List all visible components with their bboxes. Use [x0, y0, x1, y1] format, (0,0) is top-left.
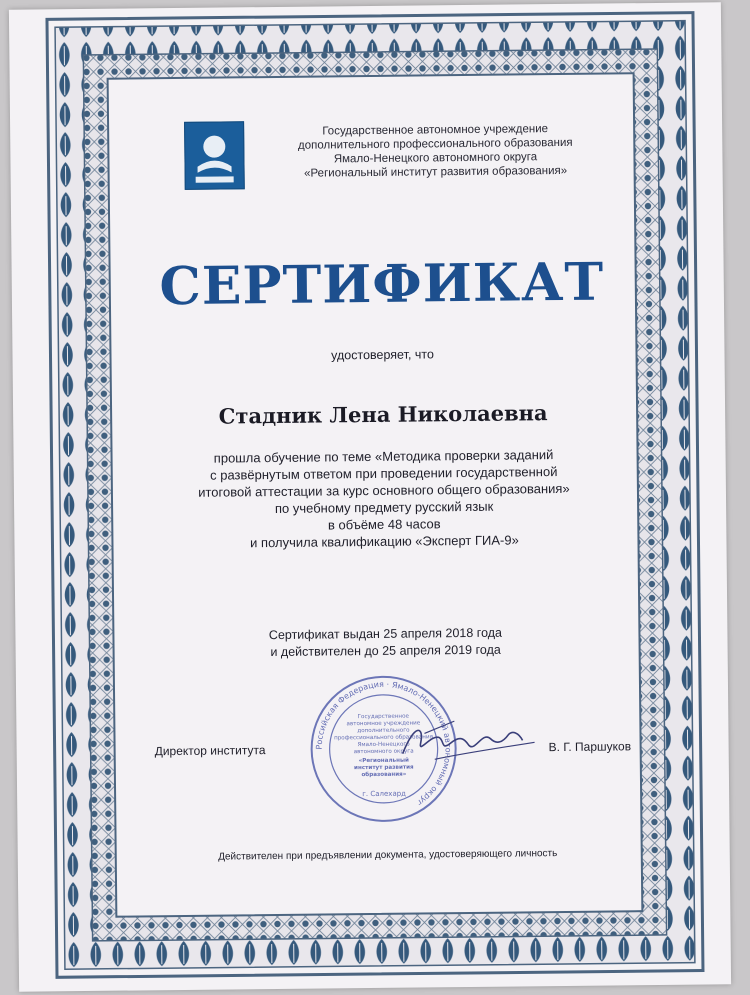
certifies-text: удостоверяет, что: [331, 347, 434, 363]
stamp-line: дополнительного: [357, 727, 410, 735]
body-line: прошла обучение по теме «Методика проверки заданий: [213, 447, 554, 466]
body-line: с развёрнутым ответом при проведении государственной: [209, 464, 558, 483]
issue-dates: [135, 623, 635, 662]
valid-until-line: и действителен до 25 апреля 2019 года: [270, 642, 501, 660]
stamp-line: институт развития: [354, 764, 414, 772]
stamp-line: Государственное: [357, 713, 409, 721]
stamp-line: автономного округа: [353, 748, 414, 756]
stamp-line: Ямало-Ненецкого: [357, 741, 410, 749]
stamp-line: профессионального образования: [334, 734, 433, 742]
body-line: итоговой аттестации за курс основного общего образования»: [198, 480, 570, 500]
body-line: по учебному предмету русский язык: [274, 498, 494, 516]
stamp-line: автономное учреждение: [346, 720, 421, 728]
course-description: [133, 445, 634, 552]
issued-line: Сертификат выдан 25 апреля 2018 года: [268, 625, 503, 643]
stamp-line: образования»: [361, 771, 407, 779]
director-name: В. Г. Паршуков: [548, 739, 632, 755]
director-signature: [394, 712, 545, 774]
body-line: и получила квалификацию «Эксперт ГИА-9»: [250, 532, 519, 551]
certificate-content: [130, 83, 639, 948]
validity-footnote: Действителен при предъявлении документа, удостоверяющего личность: [218, 848, 558, 863]
institute-logo: [184, 121, 245, 190]
header-line: Государственное автономное учреждение: [322, 123, 549, 138]
director-label: Директор института: [154, 743, 266, 759]
header-line: дополнительного профессионального образования: [297, 136, 573, 152]
stamp-outer-text: Российская Федерация · Ямало-Ненецкий автономный округ: [314, 679, 453, 808]
stamp-city: г. Салехард: [362, 789, 407, 799]
header-line: Ямало-Ненецкого автономного округа: [333, 151, 538, 166]
stamp-line: «Региональный: [358, 757, 409, 765]
header: [140, 117, 621, 192]
recipient-name: Стадник Лена Николаевна: [218, 400, 548, 429]
institute-name: [250, 121, 621, 181]
certificate-title: СЕРТИФИКАТ: [159, 251, 605, 318]
body-line: в объёме 48 часов: [327, 516, 441, 533]
certificate-paper: [9, 2, 731, 991]
header-line: «Региональный институт развития образования»: [304, 164, 568, 180]
